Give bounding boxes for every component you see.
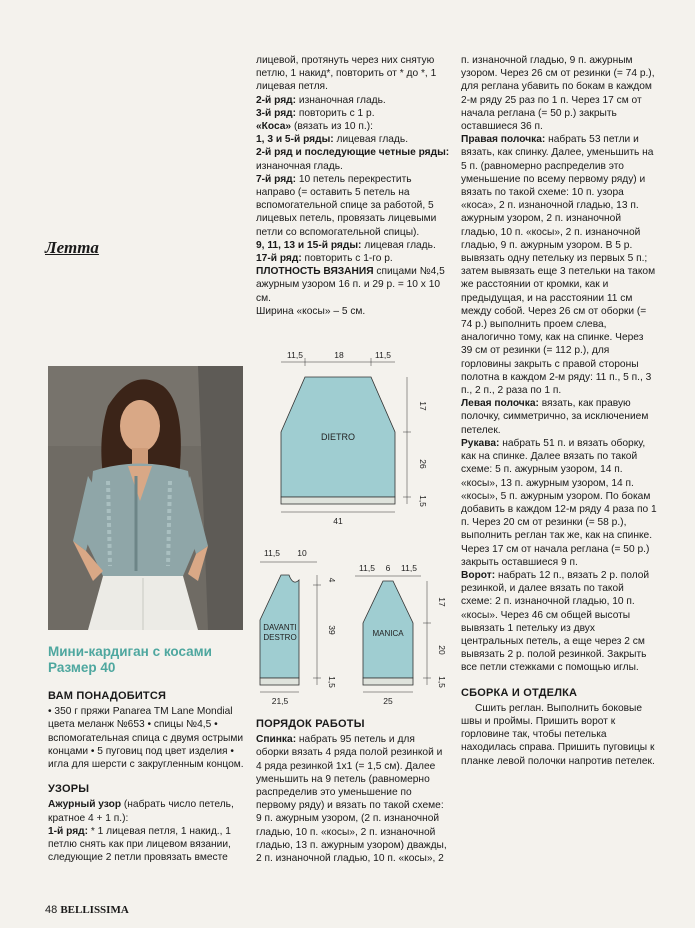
front-side-1: 4: [327, 577, 337, 583]
sleeve-piece: [355, 563, 447, 706]
density-heading: ПЛОТНОСТЬ ВЯЗАНИЯ: [256, 266, 374, 278]
front-top-1: 11,5: [264, 548, 280, 558]
back-label: DIETRO: [320, 432, 356, 442]
front-label-2: DESTRO: [263, 633, 297, 642]
row2-label: 2-й ряд:: [256, 94, 297, 106]
back-top-2: 18: [334, 350, 344, 360]
r17-text: повторить с 1-го р.: [301, 253, 393, 265]
r135-text: лицевая гладь.: [333, 134, 409, 146]
product-title: [48, 644, 212, 676]
collar-text: набрать 12 п., вязать 2 р. полой резинкой, и далее вязать по такой схеме: 2 п. изнаночной гладью, 10 п. «косы». Через 46 см общей высоты вывязать 1 петельку из двух центральных петель, а еще через 2 см вывязать 2 р. полой резинкой. Закрыть все петли стежками с помощью иглы.: [461, 569, 650, 674]
row1-text: * 1 лицевая петля, 1 накид., 1 петлю снять как при лицевом вязании, следующие 2 петли провязать вместе: [48, 825, 231, 864]
sleeve-top-1: 11,5: [359, 563, 375, 573]
back-continuation: п. изнаночной гладью, 9 п. ажурным узором. Через 26 см от резинки (= 74 р.), для реглана убавить по бокам в каждом 2-м ряду 25 раз по 1 п. Через 17 см от начала реглана (= 50 р.) закрыть оставшиеся 36 п.: [461, 55, 655, 133]
right-front: [461, 133, 657, 397]
density: [256, 265, 450, 305]
r2even-text: изнаночная гладь.: [256, 160, 343, 172]
lace-label: Ажурный узор: [48, 799, 122, 811]
left-front-label: Левая полочка:: [461, 398, 539, 410]
row1-continuation: лицевой, протянуть через них снятую петлю, 1 накид*, повторить от * до *, 1 лицевая петля.: [256, 55, 437, 93]
front-top-2: 10: [297, 548, 307, 558]
back-top-3: 11,5: [375, 350, 391, 360]
kosa-label: «Коса»: [256, 121, 292, 133]
front-side-3: 1,5: [327, 676, 337, 688]
r9-label: 9, 11, 13 и 15-й ряды:: [256, 239, 362, 251]
r7-text: 10 петель перекрестить направо (= оставить 5 петель на вспомогательной спице за работой, 5 лицевых петель, провязать лицевыми петли со вспомогательной спицы).: [256, 173, 437, 238]
kosa-width: Ширина «косы» – 5 см.: [256, 305, 366, 317]
kosa-rows-135: [256, 133, 450, 146]
sleeve-side-3: 1,5: [437, 676, 447, 688]
back-bottom: 41: [333, 516, 343, 526]
column-middle-top: [256, 54, 450, 318]
magazine-brand: BELLISSIMA: [60, 904, 129, 916]
r2even-label: 2-й ряд и последующие четные ряды:: [256, 147, 450, 159]
sleeve-side-2: 20: [437, 645, 447, 655]
page-footer: [45, 904, 129, 916]
lace-pattern: [48, 798, 244, 824]
left-front: [461, 397, 657, 437]
kosa-text: (вязать из 10 п.):: [291, 121, 373, 133]
collar: [461, 569, 657, 675]
lace-row-3: [256, 107, 450, 120]
front-label-1: DAVANTI: [263, 623, 297, 632]
r17-label: 17-й ряд:: [256, 253, 302, 265]
column-right: [461, 54, 657, 768]
front-bottom: 21,5: [271, 696, 289, 706]
kosa-rows-even: [256, 146, 450, 172]
back-piece: [281, 350, 428, 526]
collar-label: Ворот:: [461, 569, 496, 581]
density-text: спицами №4,5 ажурным узором 16 п. и 29 р. = 10 х 10 см.: [256, 266, 445, 304]
sleeve-bottom: 25: [383, 696, 393, 706]
product-size: Размер 40: [48, 660, 116, 675]
product-name: Мини-кардиган с косами: [48, 644, 212, 659]
back-side-2: 26: [418, 459, 428, 469]
back-instructions: [256, 733, 450, 865]
assembly-heading: СБОРКА И ОТДЕЛКА: [461, 686, 578, 699]
column-left: [48, 690, 244, 864]
section-title: Летта: [45, 238, 99, 257]
r9-text: лицевая гладь.: [361, 239, 436, 251]
materials-text: • 350 г пряжи Panarea TM Lane Mondial цвета меланж №653 • спицы №4,5 • вспомогательная спица с двумя острыми концами • 5 пуговиц под цвет изделия • игла для шерсти с закругленным концом.: [48, 706, 244, 771]
assembly-text: Сшить реглан. Выполнить боковые швы и проймы. Пришить ворот к горловине так, чтобы петелька находилась справа. Пришить пуговицы к планке левой полочки напротив петелек.: [461, 702, 655, 767]
row2-text: изнаночная гладь.: [296, 94, 386, 106]
kosa-rows-9-15: [256, 239, 450, 252]
sleeve-side-1: 17: [437, 597, 447, 607]
front-side-2: 39: [327, 625, 337, 635]
back-label-text: Спинка:: [256, 734, 297, 746]
lace-intro: (набрать число петель, кратное 4 + 1 п.):: [48, 799, 234, 824]
row1-label: 1-й ряд:: [48, 825, 89, 837]
kosa-row-17: [256, 252, 450, 265]
right-front-label: Правая полочка:: [461, 134, 546, 146]
row3-text: повторить с 1 р.: [296, 107, 375, 119]
work-heading: ПОРЯДОК РАБОТЫ: [256, 718, 365, 730]
model-illustration: [48, 366, 243, 630]
kosa-pattern: [256, 120, 450, 133]
model-photo: [48, 366, 243, 630]
schematic-diagrams: [255, 340, 455, 720]
sleeves: [461, 437, 657, 569]
front-piece: [260, 548, 337, 706]
sleeve-top-3: 11,5: [401, 563, 417, 573]
lace-row-2: [256, 94, 450, 107]
sleeve-label: MANICA: [372, 629, 404, 638]
materials-heading: ВАМ ПОНАДОБИТСЯ: [48, 690, 167, 702]
patterns-heading: УЗОРЫ: [48, 783, 90, 796]
back-side-3: 1,5: [418, 495, 428, 507]
sleeves-label: Рукава:: [461, 437, 500, 449]
back-side-1: 17: [418, 401, 428, 411]
r7-label: 7-й ряд:: [256, 173, 297, 185]
r135-label: 1, 3 и 5-й ряды:: [256, 134, 334, 146]
column-middle-bottom: [256, 718, 450, 865]
right-front-text: набрать 53 петли и вязать, как спинку. Далее, уменьшить на 5 п. (равномерно распределив это уменьшение по всему первому ряду) и вязать по такой схеме: 10 п. узора «коса», 2 п. изнаночной гладью, 13 п. ажурным узором, 2 п. изнаночной гладью, 10 п. «косы», 2 п. изнаночной гладью, 9 п. ажурным узором. В 5 р. вывязать одну петельку из первых 5 п.; затем вывязать еще 3 петельки на таком же расстоянии от кромки, как и предыдущая, и на расстоянии 11 см между собой. Через 26 см от оборки (= 74 р.) выполнить проем слева, аналогично тому, как на спинке. Через 39 см от резинки (= 112 р.), для горловины закрыть с правой стороны полотна в каждом 2-м ряду: 11 п., 5 п., 3 п., 2 п., 2 раза по 1 п.: [461, 134, 656, 397]
lace-row-1: [48, 825, 244, 865]
back-text: набрать 95 петель и для оборки вязать 4 ряда полой резинкой и 4 ряда резинкой 1х1 (= 1,5 см). Далее уменьшить на 9 петель (равномерно распределив это уменьшение по первому ряду) и вязать по такой схеме: 9 п. ажурным узором, (2 п. изнаночной гладью, 10 п. «косы», 2 п. изнаночной гладью, 13 п. ажурным узором) дважды, 2 п. изнаночной гладью, 10 п. «косы», 2: [256, 734, 447, 865]
row3-label: 3-й ряд:: [256, 107, 297, 119]
back-top-1: 11,5: [287, 350, 303, 360]
sleeves-text: набрать 51 п. и вязать оборку, как на спинке. Далее вязать по такой схеме: 5 п. ажурным узором, 14 п. «косы», 13 п. ажурным узором, 14 п. «косы», 5 п. ажурным узором. По бокам добавить в каждом 12-м ряду 4 раза по 1 п. Через 20 см от резинки (= 58 р.), выполнить реглан так же, как на спинке. Через 17 см от начала реглана (= 50 р.) закрыть оставшиеся 9 п.: [461, 437, 657, 568]
kosa-row-7: [256, 173, 450, 239]
left-front-text: вязать, как правую полочку, симметрично, за исключением петелек.: [461, 398, 649, 436]
page-number: 48: [45, 904, 58, 916]
sleeve-top-2: 6: [385, 563, 391, 573]
